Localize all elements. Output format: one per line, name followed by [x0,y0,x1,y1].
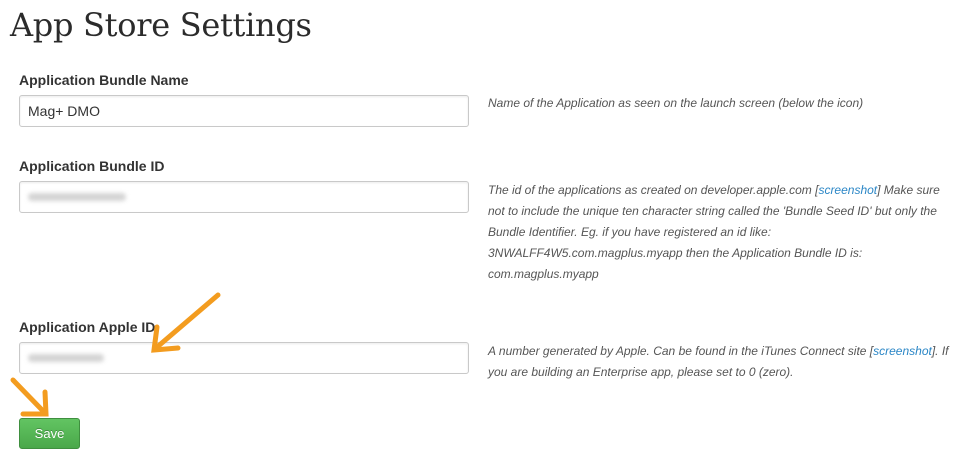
bundle-name-help: Name of the Application as seen on the launch screen (below the icon) [488,96,864,110]
apple-id-screenshot-link[interactable]: screenshot [873,344,932,358]
apple-id-help-text-start: A number generated by Apple. Can be found in the iTunes Connect site [ [488,344,874,358]
bundle-id-screenshot-link[interactable]: screenshot [818,183,878,197]
save-button[interactable]: Save [19,418,80,449]
bundle-id-help-text-start: The id of the applications as created on developer.apple.com [ [488,183,819,197]
apple-id-help-text-end: ]. If you are building an Enterprise app, please set to 0 (zero). [488,344,949,379]
apple-id-input[interactable] [19,342,469,374]
page-title: App Store Settings [10,6,312,44]
apple-id-help [488,341,958,383]
bundle-id-help-text-end: ] Make sure not to include the unique ten character string called the 'Bundle Seed ID' but only the Bundle Identifier. Eg. if you have registered an id like: 3NWALFF4W5.com.magplus.myapp then the Application Bundle ID is: com.magplus.myapp [488,183,940,281]
apple-id-label: Application Apple ID [19,319,156,335]
bundle-id-help [488,180,958,285]
bundle-id-label: Application Bundle ID [19,158,165,174]
bundle-name-input[interactable] [19,95,469,127]
annotation-arrow-icon [4,372,56,424]
bundle-id-input[interactable] [19,181,469,213]
bundle-name-label: Application Bundle Name [19,72,189,88]
